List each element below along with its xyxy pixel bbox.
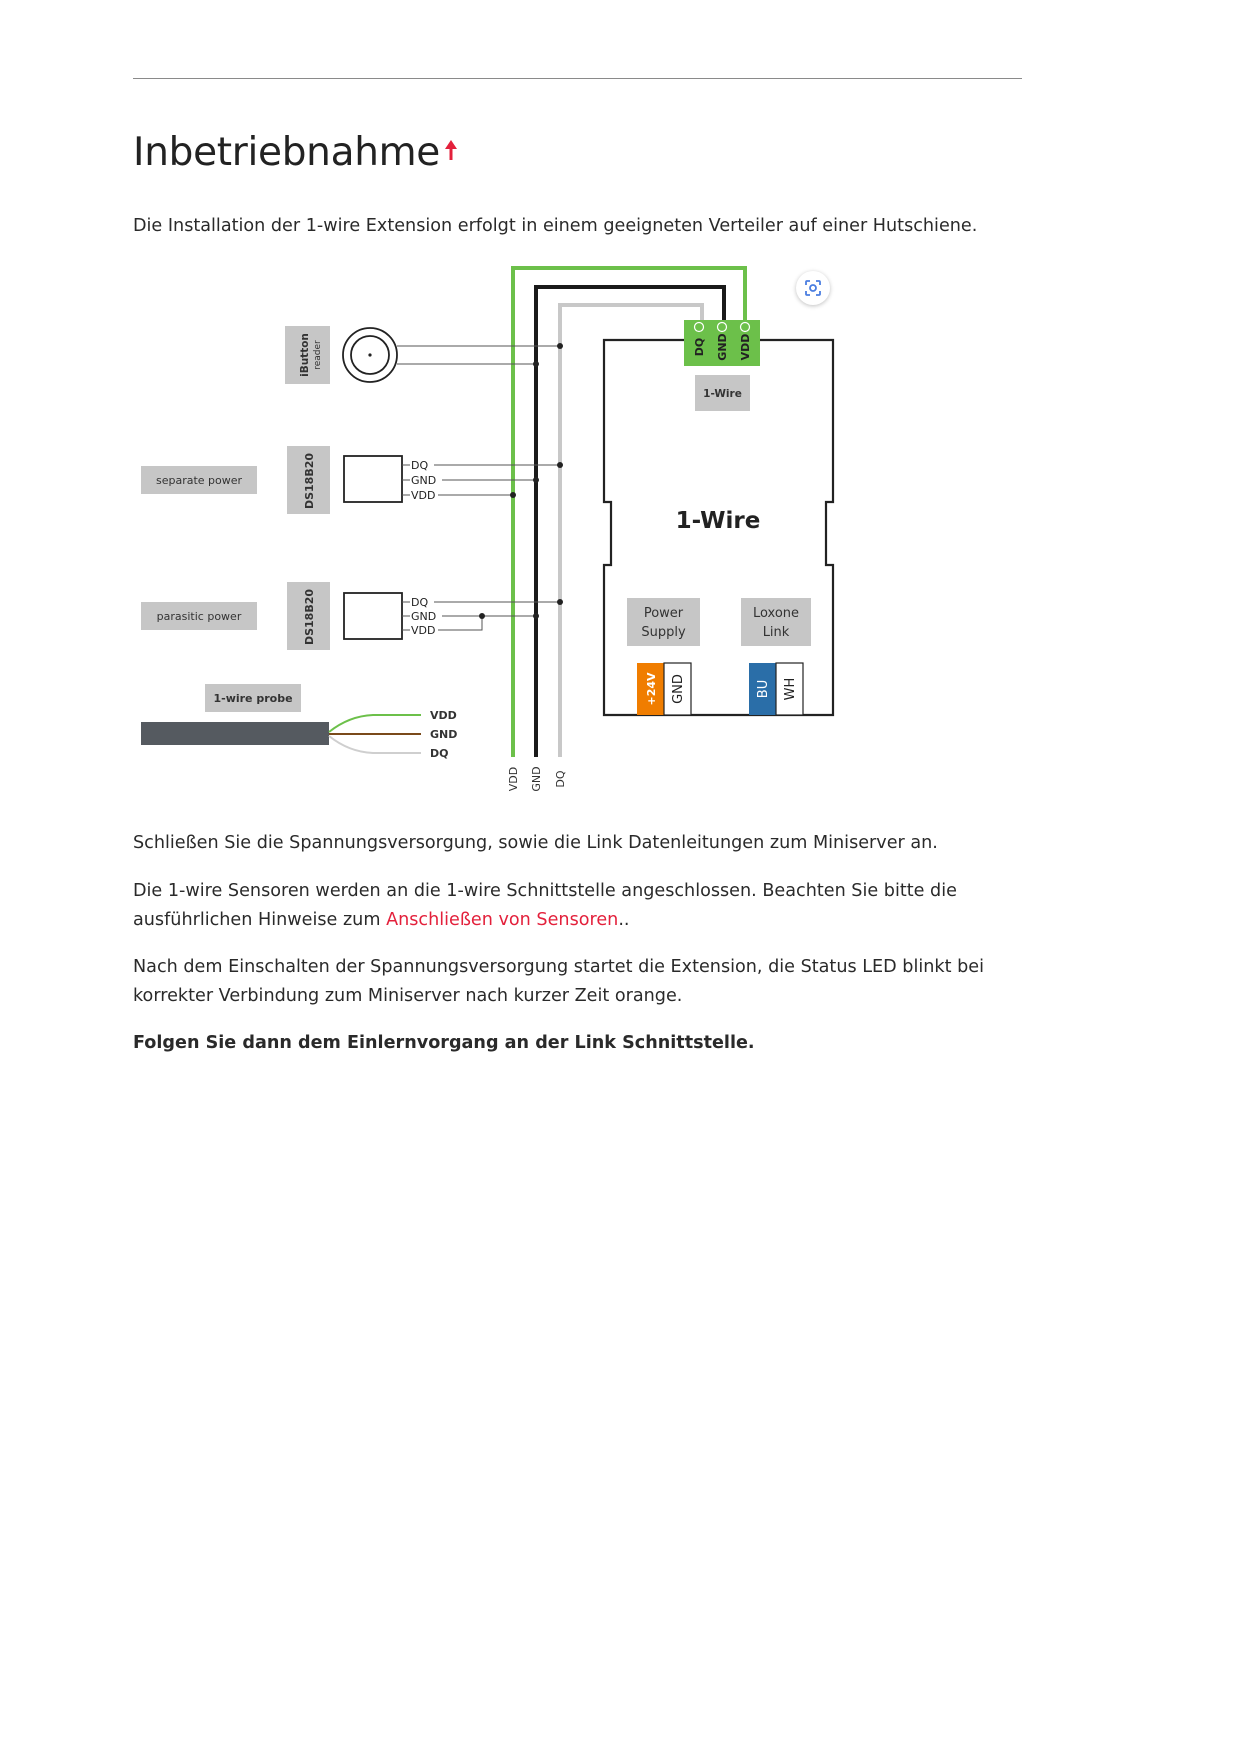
- paragraph-sensors: [133, 877, 1033, 935]
- probe-label: 1-wire probe: [213, 692, 293, 705]
- sensors-link[interactable]: Anschließen von Sensoren: [386, 910, 619, 930]
- ds18b20-label-1: DS18B20: [303, 452, 316, 510]
- sensor1-pin-vdd: VDD: [411, 489, 436, 502]
- sensor2-pin-dq: DQ: [411, 596, 429, 609]
- separate-power-text: separate power: [155, 474, 243, 487]
- google-lens-icon[interactable]: [796, 271, 830, 305]
- ibutton-label-line2: reader: [313, 340, 323, 370]
- junction-dot: [557, 599, 563, 605]
- sensor2-pin-gnd: GND: [411, 610, 437, 623]
- power-plus-label: +24V: [645, 672, 658, 706]
- parasitic-power-text: parasitic power: [156, 610, 242, 623]
- sensor1-pin-gnd: GND: [411, 474, 437, 487]
- junction-dot: [533, 477, 539, 483]
- power-supply-line1: Power: [643, 606, 684, 621]
- link-bu-label: BU: [756, 679, 771, 699]
- sensor2-pin-vdd: VDD: [411, 624, 436, 637]
- bus-vdd-label: VDD: [507, 766, 520, 792]
- probe-gnd-label: GND: [430, 728, 458, 741]
- ds18b20-label-2: DS18B20: [303, 588, 316, 646]
- power-supply-line2: Supply: [641, 625, 686, 640]
- terminal-dq-label: DQ: [693, 337, 706, 357]
- probe-dq-label: DQ: [430, 747, 449, 760]
- ds18b20-sensor-2: [344, 593, 402, 639]
- bus-gnd-label: GND: [530, 766, 543, 792]
- sensor1-pin-dq: DQ: [411, 459, 429, 472]
- intro-paragraph: Die Installation der 1-wire Extension erfolgt in einem geeigneten Verteiler auf einer Hutschiene.: [133, 216, 978, 236]
- module-name: 1-Wire: [675, 508, 761, 534]
- red-up-arrow-icon[interactable]: [444, 126, 458, 171]
- paragraph-power-link: Schließen Sie die Spannungsversorgung, sowie die Link Datenleitungen zum Miniserver an.: [133, 833, 938, 853]
- link-wh-label: WH: [783, 677, 798, 701]
- paragraph-sensors-text: Die 1-wire Sensoren werden an die 1-wire Schnittstelle angeschlossen. Beachten Sie bitte die ausführlichen Hinweise zum: [133, 881, 957, 930]
- paragraph-startup: Nach dem Einschalten der Spannungsversorgung startet die Extension, die Status LED blinkt bei korrekter Verbindung zum Miniserver nach kurzer Zeit orange.: [133, 957, 984, 1006]
- paragraph-pairing: Folgen Sie dann dem Einlernvorgang an der Link Schnittstelle.: [133, 1033, 755, 1053]
- terminal-gnd-label: GND: [716, 333, 729, 361]
- ds18b20-sensor-1: [344, 456, 402, 502]
- top-divider: [133, 78, 1022, 79]
- power-gnd-label: GND: [671, 674, 686, 704]
- loxone-link-line1: Loxone: [752, 606, 800, 621]
- terminal-label: 1-Wire: [703, 388, 742, 400]
- junction-dot: [557, 462, 563, 468]
- ibutton-reader-dot: [368, 353, 371, 356]
- probe-vdd-label: VDD: [430, 709, 457, 722]
- ibutton-label-line1: iButton: [299, 333, 311, 377]
- junction-dot: [557, 343, 563, 349]
- junction-dot: [533, 361, 539, 367]
- terminal-vdd-label: VDD: [739, 333, 752, 361]
- junction-dot: [510, 492, 516, 498]
- wiring-diagram: [133, 260, 853, 805]
- junction-dot: [533, 613, 539, 619]
- page-title: [133, 126, 458, 175]
- bus-dq-label: DQ: [554, 770, 567, 788]
- page-title-text: Inbetriebnahme: [133, 130, 441, 175]
- probe-cable: [141, 722, 329, 745]
- junction-dot: [479, 613, 485, 619]
- loxone-link-line2: Link: [762, 625, 790, 640]
- paragraph-sensors-end: ..: [618, 910, 630, 930]
